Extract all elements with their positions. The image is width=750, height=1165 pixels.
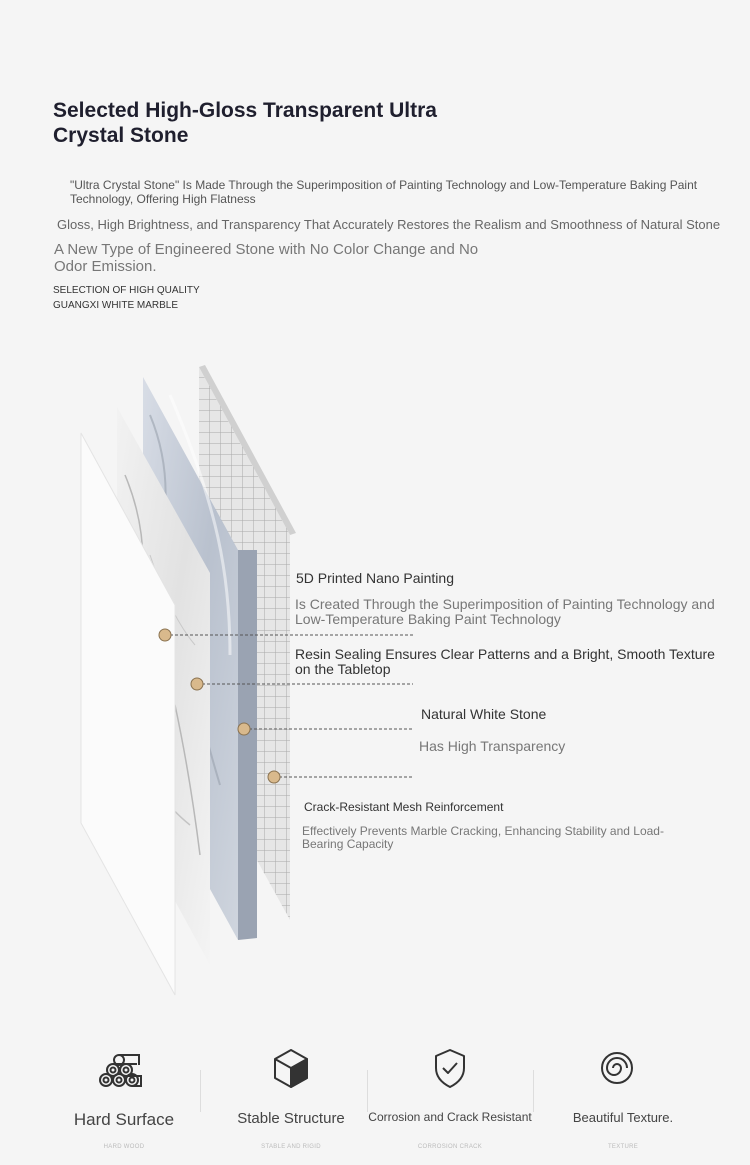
feature-corrosion-resistant [367,1040,533,1165]
layer-dot [191,678,203,690]
feature-stable-structure [208,1040,374,1165]
feature-label: Corrosion and Crack Resistant [368,1110,532,1124]
intro-paragraph-1: "Ultra Crystal Stone" Is Made Through the Superimposition of Painting Technology and Low-Temperature Baking Paint Technology, Offering High Flatness [70,178,698,206]
feature-row [0,1040,750,1165]
intro-paragraph-3: A New Type of Engineered Stone with No Color Change and No Odor Emission. [54,241,479,275]
feature-sub: STABLE AND RIGID [261,1144,321,1150]
feature-sub: HARD WOOD [103,1144,145,1150]
selection-line-1: SELECTION OF HIGH QUALITY [53,285,200,296]
stacked-logs-icon [41,1048,207,1088]
layer-3-title: Natural White Stone [421,706,547,722]
layer-1-title: 5D Printed Nano Painting [296,570,454,586]
feature-label: Hard Surface [73,1110,175,1129]
divider [533,1070,534,1112]
layer-dot [159,629,171,641]
feature-hard-surface [41,1040,207,1165]
intro-paragraph-2: Gloss, High Brightness, and Transparency That Accurately Restores the Realism and Smoothness of Natural Stone [57,217,721,232]
cube-icon [208,1048,374,1088]
layer-illustration [0,355,750,1015]
selection-note [53,283,253,313]
divider [200,1070,201,1112]
layer-2-title: Resin Sealing Ensures Clear Patterns and a Bright, Smooth Texture on the Tabletop [295,646,715,677]
layer-dot [238,723,250,735]
layer-4-title: Crack-Resistant Mesh Reinforcement [304,800,504,814]
layer-3-desc: Has High Transparency [419,738,566,754]
shield-check-icon [367,1048,533,1088]
layer-4-desc: Effectively Prevents Marble Cracking, Enhancing Stability and Load-Bearing Capacity [302,824,664,851]
feature-beautiful-texture [540,1040,706,1165]
feature-label: Stable Structure [237,1110,345,1127]
spiral-icon [540,1048,706,1088]
page-title: Selected High-Gloss Transparent Ultra Crystal Stone [53,99,437,147]
feature-sub: TEXTURE [607,1144,639,1150]
layer-dot [268,771,280,783]
layer-1-desc: Is Created Through the Superimposition of Painting Technology and Low-Temperature Baking Paint Technology [295,596,715,627]
feature-sub: CORROSION CRACK [417,1144,483,1150]
feature-label: Beautiful Texture. [572,1110,674,1125]
selection-line-2: GUANGXI WHITE MARBLE [53,300,179,311]
